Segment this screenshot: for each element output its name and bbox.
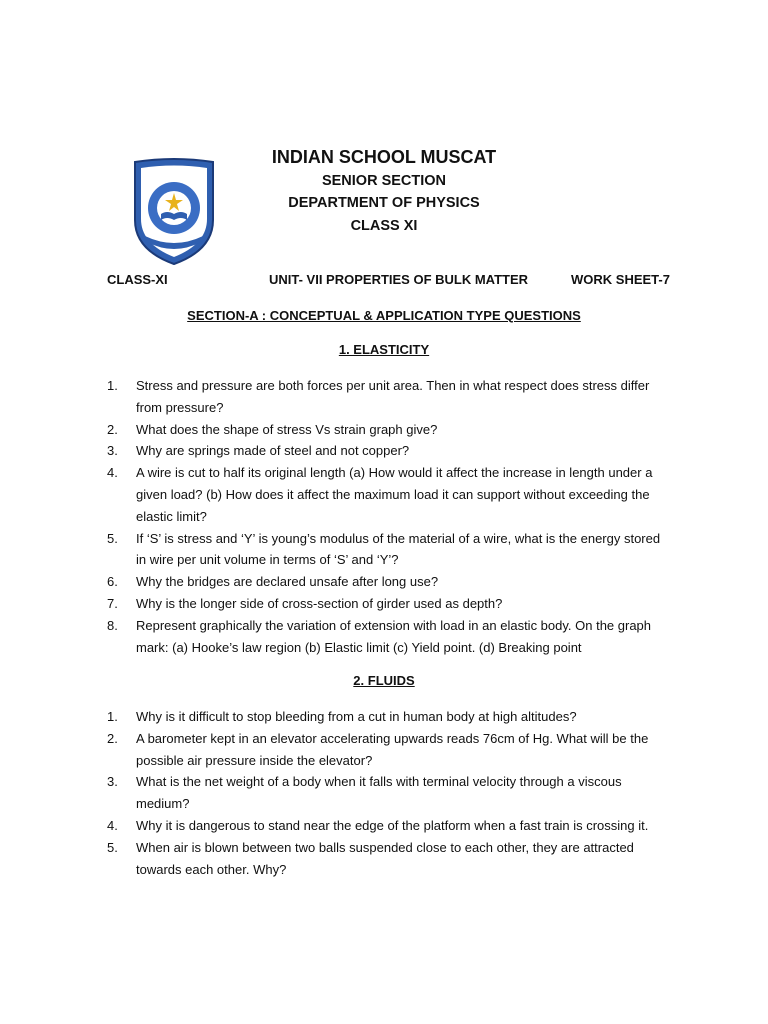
question-text: Why is it difficult to stop bleeding from a cut in human body at high altitudes? <box>136 709 577 724</box>
question-item <box>107 728 667 772</box>
question-number: 5. <box>107 530 118 546</box>
question-item <box>107 375 667 419</box>
question-item <box>107 528 667 572</box>
question-item <box>107 706 667 728</box>
question-item <box>107 440 667 462</box>
meta-worksheet: WORK SHEET-7 <box>571 272 670 287</box>
question-text: If ‘S’ is stress and ‘Y’ is young’s modulus of the material of a wire, what is the energy stored in wire per unit volume in terms of ‘S’ and ‘Y’? <box>136 530 661 568</box>
fluids-question-list <box>107 706 667 880</box>
question-text: What does the shape of stress Vs strain graph give? <box>136 421 438 437</box>
meta-class: CLASS-XI <box>107 272 168 287</box>
section-a-title: SECTION-A : CONCEPTUAL & APPLICATION TYPE QUESTIONS <box>187 308 581 323</box>
question-item <box>107 419 667 441</box>
question-number: 5. <box>107 839 118 855</box>
question-number: 1. <box>107 709 118 724</box>
question-text: Why are springs made of steel and not copper? <box>136 443 410 459</box>
question-number: 7. <box>107 595 118 611</box>
question-number: 8. <box>107 617 118 633</box>
class-name: CLASS XI <box>350 218 418 234</box>
meta-unit: UNIT- VII PROPERTIES OF BULK MATTER <box>269 272 529 287</box>
question-item <box>107 815 667 837</box>
elasticity-question-list <box>107 375 667 658</box>
question-item <box>107 837 667 881</box>
department-name: DEPARTMENT OF PHYSICS <box>288 195 480 211</box>
question-number: 2. <box>107 421 118 437</box>
question-number: 4. <box>107 817 118 833</box>
question-number: 1. <box>107 378 118 393</box>
question-text: Why is the longer side of cross-section of girder used as depth? <box>136 595 503 611</box>
question-text: What is the net weight of a body when it falls with terminal velocity through a viscous medium? <box>136 774 622 812</box>
question-text: When air is blown between two balls suspended close to each other, they are attracted towards each other. Why? <box>136 839 634 877</box>
question-item <box>107 771 667 815</box>
question-number: 2. <box>107 730 118 746</box>
question-text: Why the bridges are declared unsafe after long use? <box>136 574 439 590</box>
question-number: 3. <box>107 774 118 790</box>
question-text: Stress and pressure are both forces per unit area. Then in what respect does stress differ from pressure? <box>136 378 650 415</box>
section-name: SENIOR SECTION <box>321 173 447 189</box>
elasticity-title: 1. ELASTICITY <box>338 342 430 357</box>
question-number: 4. <box>107 465 118 481</box>
question-item <box>107 593 667 615</box>
fluids-title: 2. FLUIDS <box>353 673 415 688</box>
question-item <box>107 615 667 659</box>
question-text: Why it is dangerous to stand near the edge of the platform when a fast train is crossing it. <box>136 817 649 833</box>
question-text: Represent graphically the variation of extension with load in an elastic body. On the graph mark: (a) Hooke’s law region (b) Elastic limit (c) Yield point. (d) Breaking point <box>136 617 652 655</box>
school-name: INDIAN SCHOOL MUSCAT <box>271 147 497 167</box>
question-number: 6. <box>107 574 118 590</box>
question-number: 3. <box>107 443 118 459</box>
question-text: A barometer kept in an elevator accelerating upwards reads 76cm of Hg. What will be the possible air pressure inside the elevator? <box>136 730 649 768</box>
question-item <box>107 462 667 527</box>
question-text: A wire is cut to half its original length (a) How would it affect the increase in length under a given load? (b) How does it affect the maximum load it can support without exceeding the elastic limit? <box>136 465 653 524</box>
question-item <box>107 571 667 593</box>
